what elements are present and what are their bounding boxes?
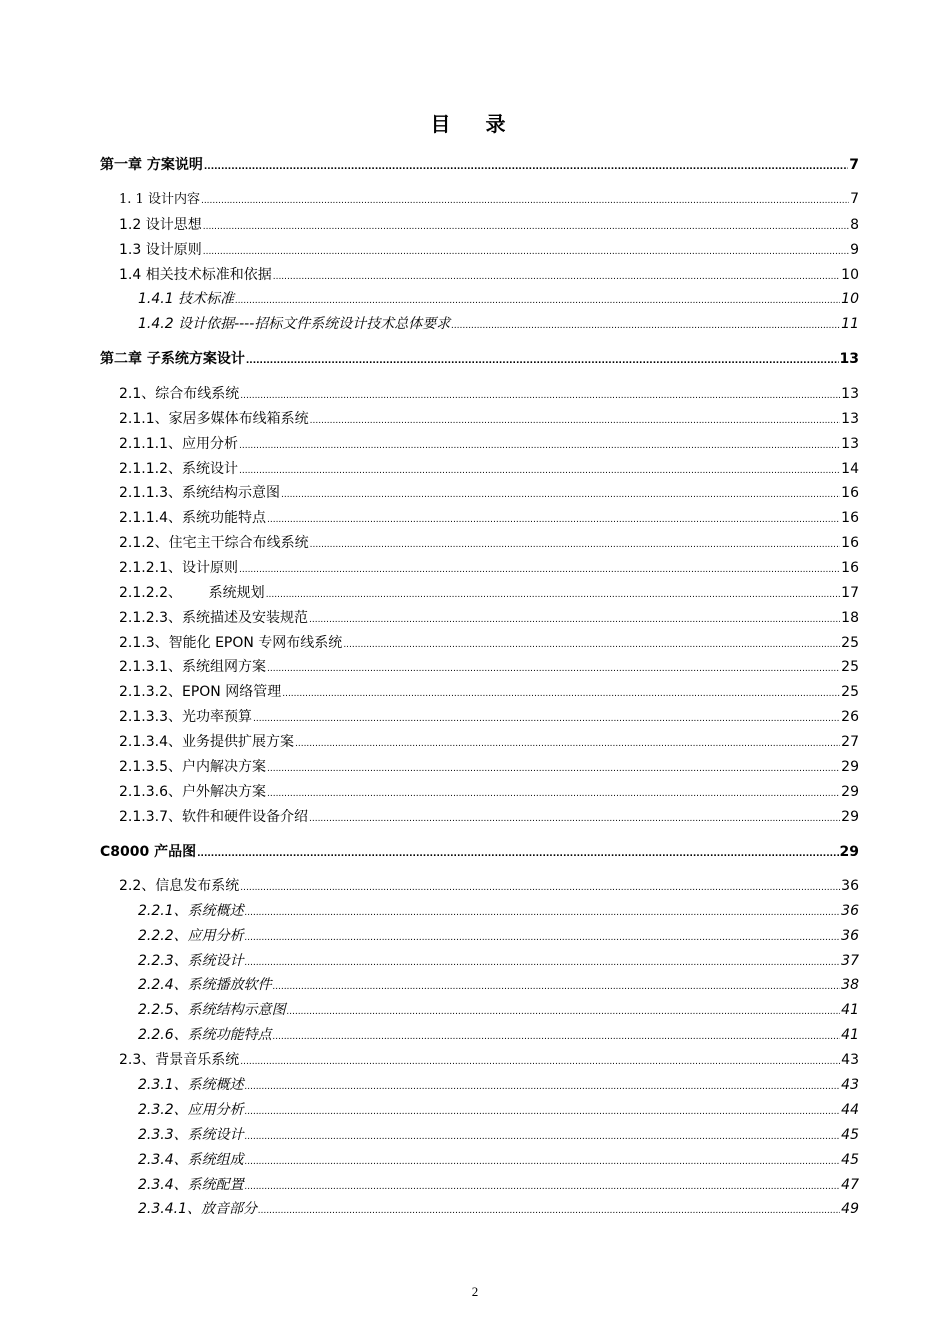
toc-entry[interactable]: 2.1.1、家居多媒体布线箱系统 ..... 13 (119, 410, 859, 430)
toc-entry[interactable]: 2.2.6、系统功能特点 ..... 41 (138, 1026, 859, 1046)
toc-entry[interactable]: 2.3.3、系统设计 ..... 45 (138, 1126, 859, 1146)
toc-entry[interactable]: 2.1.2.3、系统描述及安装规范 ..... 18 (119, 609, 859, 629)
toc-entry[interactable]: 1.4 相关技术标准和依据 ..... 10 (119, 266, 859, 286)
toc-entry[interactable]: 第一章 方案说明 ..... 7 (100, 156, 859, 176)
toc-title: 目 录 (430, 112, 520, 136)
toc-entry[interactable]: 2.1.2、住宅主干综合布线系统 ..... 16 (119, 534, 859, 554)
toc-entry[interactable]: 2.3.4.1、放音部分 ..... 49 (138, 1200, 859, 1220)
toc-entry[interactable]: 2.1.3.4、业务提供扩展方案 ..... 27 (119, 733, 859, 753)
toc-entry[interactable]: 2.2.1、系统概述 ..... 36 (138, 902, 859, 922)
toc-entry[interactable]: 2.1.2.2、 系统规划 ..... 17 (119, 584, 859, 604)
toc-entry[interactable]: 2.1.1.3、系统结构示意图 ..... 16 (119, 484, 859, 504)
toc-entry[interactable]: 1.4.1 技术标准 ..... 10 (138, 290, 859, 310)
toc-entry[interactable]: 2.3、背景音乐系统 ..... 43 (119, 1051, 859, 1071)
toc-entry[interactable]: 2.2、信息发布系统 ..... 36 (119, 877, 859, 897)
toc-entry[interactable]: 2.3.1、系统概述 ..... 43 (138, 1076, 859, 1096)
toc-entry[interactable]: 1.3 设计原则 ..... 9 (119, 241, 859, 261)
toc-entry[interactable]: 1. 1 设计内容 ..... 7 (119, 190, 859, 210)
toc-entry[interactable]: 2.1.1.4、系统功能特点 ..... 16 (119, 509, 859, 529)
toc-entry[interactable]: 2.3.2、应用分析 ..... 44 (138, 1101, 859, 1121)
toc-entry[interactable]: 2.1.3、智能化 EPON 专网布线系统 ..... 25 (119, 634, 859, 654)
toc-entry[interactable]: 2.1.2.1、设计原则 ..... 16 (119, 559, 859, 579)
toc-entry[interactable]: 2.1、综合布线系统 ..... 13 (119, 385, 859, 405)
toc-entry[interactable]: 2.1.3.2、EPON 网络管理 ..... 25 (119, 683, 859, 703)
toc-entry[interactable]: 2.1.3.1、系统组网方案 ..... 25 (119, 658, 859, 678)
page-number: 2 (471, 1284, 479, 1299)
toc-entry[interactable]: 2.1.1.2、系统设计 ..... 14 (119, 460, 859, 480)
toc-entry[interactable]: 2.3.4、系统配置 ..... 47 (138, 1176, 859, 1196)
toc-entry[interactable]: 2.3.4、系统组成 ..... 45 (138, 1151, 859, 1171)
toc-entry[interactable]: 2.2.4、系统播放软件 ..... 38 (138, 976, 859, 996)
toc-entry[interactable]: 2.1.3.3、光功率预算 ..... 26 (119, 708, 859, 728)
toc-entry[interactable]: 2.1.1.1、应用分析 ..... 13 (119, 435, 859, 455)
toc-entry[interactable]: 第二章 子系统方案设计 ..... 13 (100, 350, 859, 370)
toc-entry[interactable]: 2.1.3.7、软件和硬件设备介绍 ..... 29 (119, 808, 859, 828)
toc-entry[interactable]: 1.2 设计思想 ..... 8 (119, 216, 859, 236)
toc-entry[interactable]: 1.4.2 设计依据----招标文件系统设计技术总体要求 ..... 11 (138, 315, 859, 335)
toc-entry[interactable]: C8000 产品图 ..... 29 (100, 843, 859, 863)
toc-entry[interactable]: 2.2.3、系统设计 ..... 37 (138, 952, 859, 972)
toc-entry[interactable]: 2.1.3.5、户内解决方案 ..... 29 (119, 758, 859, 778)
toc-entry[interactable]: 2.2.5、系统结构示意图 ..... 41 (138, 1001, 859, 1021)
toc-entry[interactable]: 2.2.2、应用分析 ..... 36 (138, 927, 859, 947)
toc-entry[interactable]: 2.1.3.6、户外解决方案 ..... 29 (119, 783, 859, 803)
